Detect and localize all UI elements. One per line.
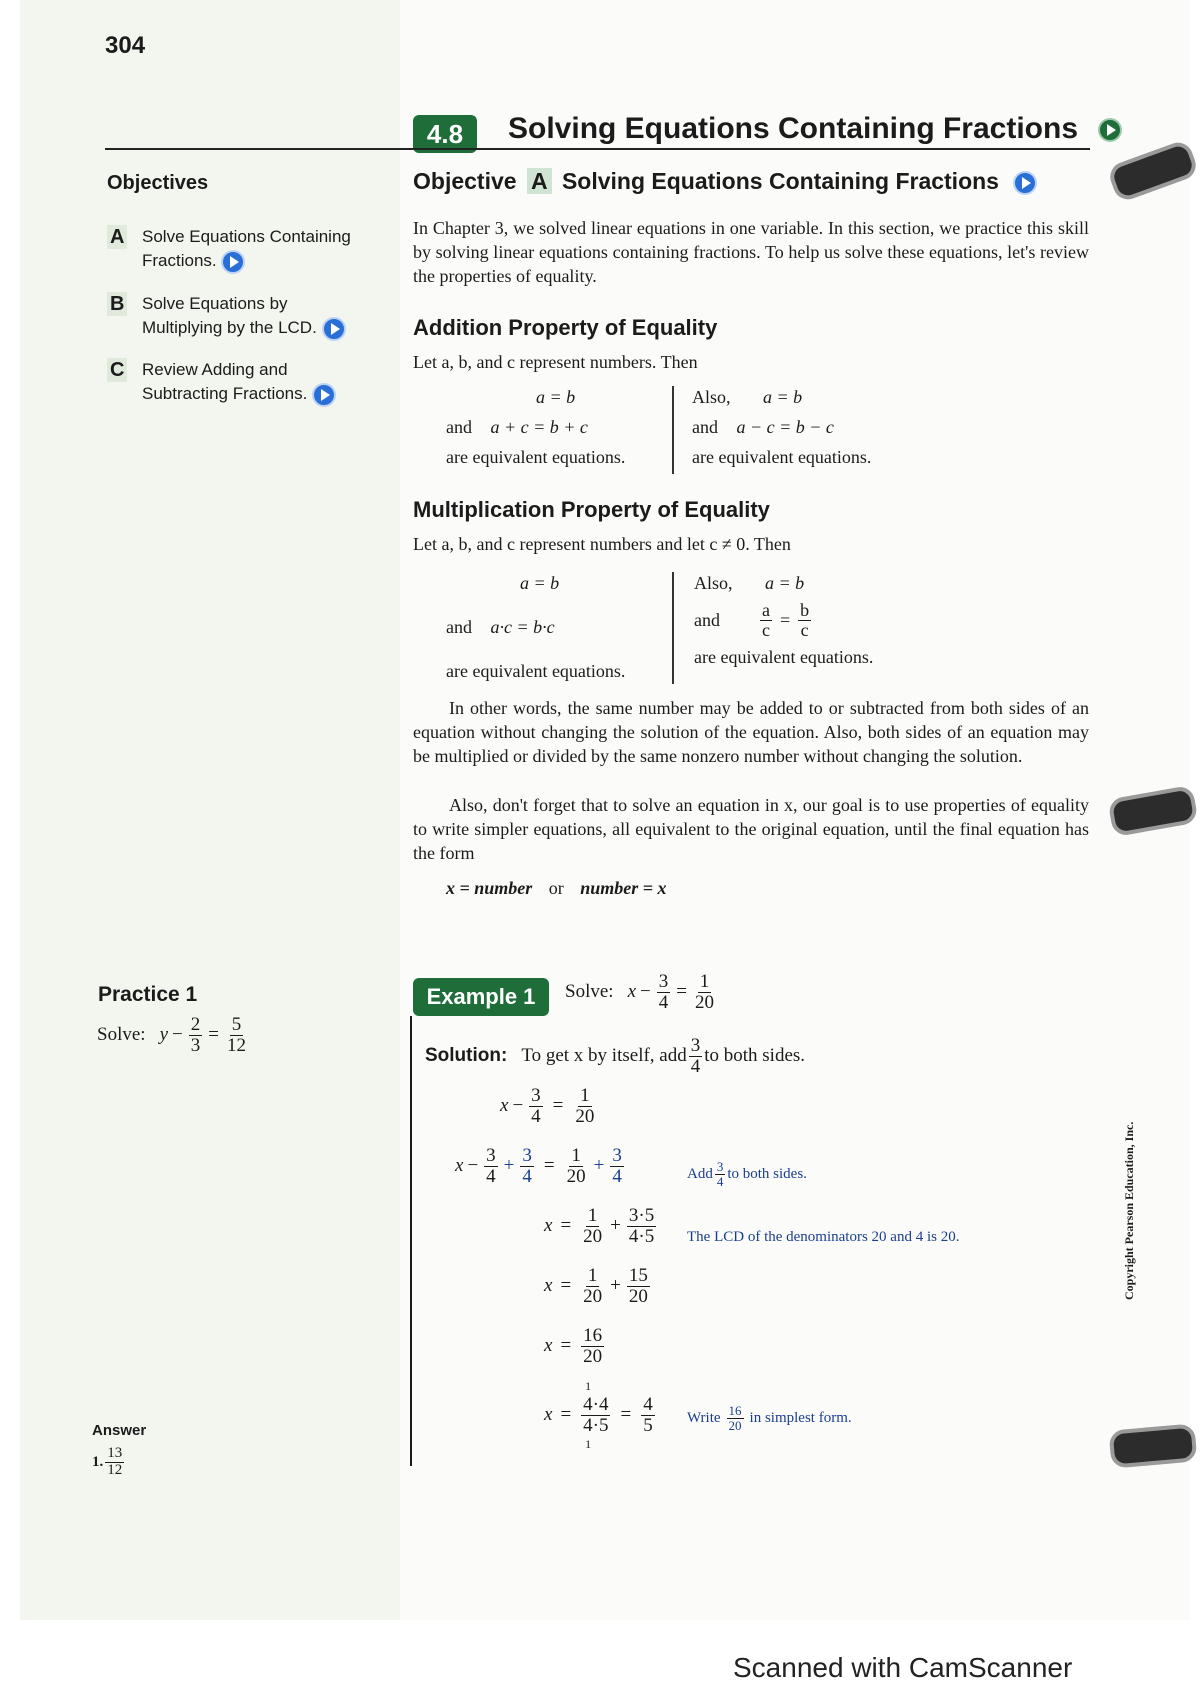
fraction [627,1266,650,1307]
solution-step-4: x = $\frac{1}{20}$ + $\frac{15}{20}$ [544,1265,648,1307]
fraction [189,1015,203,1056]
video-play-icon[interactable] [221,250,245,274]
practice-problem: Solve: y − $\frac{2}{3}$ = $\frac{5}{12}$ [97,1014,246,1056]
fraction [573,1086,596,1127]
multiplication-let-text: Let a, b, and c represent numbers and let c ≠ 0. Then [413,534,791,554]
fraction [610,1146,624,1187]
fraction [657,972,671,1013]
numerator: 15 [628,1265,648,1286]
numerator: 1 [587,1205,598,1226]
solution-step-3: x = $\frac{1}{20}$ + $\frac{3\cdot 5}{4\cdot 5}$ [544,1205,655,1247]
paragraph-2: Also, don't forget that to solve an equation in x, our goal is to use properties of equality to write simpler equations, all equivalent to the original equation, until the final equation has the form [413,795,1089,863]
objective-letter: A [107,225,127,249]
numerator: 3 [716,1159,724,1174]
numerator: a [762,599,770,620]
variable: x [627,981,636,1003]
denominator: 4 [531,1105,541,1127]
numerator: 3 [531,1085,541,1106]
note-text: Add [687,1165,713,1182]
denominator: 12 [107,1461,123,1478]
fraction [715,1160,726,1188]
eq-line: a = b [520,573,560,593]
fraction [520,1146,534,1187]
objective-item-b[interactable] [107,292,367,341]
objectives-heading: Objectives [107,172,209,194]
numerator: 1 [580,1085,590,1106]
numerator: 1 [571,1145,581,1166]
numerator: 13 [107,1445,123,1461]
denominator: 4 [612,1165,622,1187]
cancel-mark: 1 [585,1436,592,1451]
fraction [565,1146,588,1187]
addition-right-block [692,382,942,472]
scanner-watermark: Scanned with CamScanner [733,1652,1073,1683]
denominator: 20 [583,1225,603,1247]
denominator: c [800,619,809,640]
numerator: 3 [522,1145,532,1166]
fraction [581,1326,604,1367]
numerator: 16 [728,1403,742,1418]
solution-step-6: x = 1 $\frac{4\cdot 4}{4\cdot 5}$ 1 = $\frac{4}{5}$ [544,1379,653,1451]
fraction [581,1395,610,1436]
solution-step-1: x − $\frac{3}{4}$ = $\frac{1}{20}$ [500,1085,595,1127]
solution-text: To get x by itself, add [521,1045,687,1067]
cancel-mark: 1 [585,1379,592,1393]
note-text: in simplest form. [749,1409,852,1426]
or-word: or [548,878,564,898]
solution-label: Solution: [425,1045,508,1067]
numerator: 3 [690,1035,701,1056]
variable: x [500,1095,509,1117]
variable: x [544,1275,553,1297]
objective-letter: C [107,358,127,382]
column-divider [672,386,674,474]
numerator: 16 [583,1325,603,1346]
video-play-icon[interactable] [312,383,336,407]
fraction [105,1446,124,1479]
equiv-text: are equivalent equations. [694,647,874,667]
answer-number: 1. [92,1453,104,1470]
addition-left-block [446,382,661,472]
example-badge: Example 1 [413,978,549,1016]
video-play-icon[interactable] [1013,171,1037,195]
variable: x [544,1335,553,1357]
note-add [687,1160,807,1188]
example-problem: Solve: x − $\frac{3}{4}$ = $\frac{1}{20}$ [565,971,714,1013]
objective-text: Solve Equations by Multiplying by the LCD. [142,294,317,337]
equiv-text: are equivalent equations. [446,661,626,681]
objective-text: Solve Equations Containing Fractions. [142,227,351,270]
equiv-text: are equivalent equations. [446,447,626,467]
numerator: b [800,599,810,620]
video-play-icon[interactable] [322,317,346,341]
answer-item [92,1446,126,1479]
objective-prefix: Objective [413,168,517,194]
denominator: 4 [716,1173,724,1189]
numerator: 3·5 [628,1205,655,1226]
denominator: 20 [566,1165,586,1187]
numerator: 4·4 [583,1394,609,1415]
objective-title: Solving Equations Containing Fractions [561,168,999,194]
note-lcd: The LCD of the denominators 20 and 4 is 20. [687,1229,960,1245]
final-form-left: x = number [446,878,533,898]
solution-step-2: x − $\frac{3}{4}$ + $\frac{3}{4}$ = $\frac{1}{20}$ + $\frac{3}{4}$ [455,1145,622,1187]
column-divider [672,572,674,684]
objective-letter: B [107,292,127,316]
variable: y [159,1024,168,1046]
variable: x [455,1155,464,1177]
solution-line [425,1036,805,1077]
fraction [641,1395,655,1436]
and-word: and [446,617,472,637]
denominator: 4·5 [583,1414,609,1436]
also-word: Also, [692,387,731,407]
intro-paragraph: In Chapter 3, we solved linear equations in one variable. In this section, we practice this skill by solving linear equations containing fractions. To help us solve these equations, let's review the properties of equality. [413,218,1089,286]
numerator: 1 [699,971,710,992]
paragraph-1: In other words, the same number may be added to or subtracted from both sides of an equation without changing the solution of the equation. Also, both sides of an equation may be multiplied or divided by the same nonzero number without changing the solution. [413,698,1089,766]
denominator: 5 [643,1414,653,1436]
numerator: 4 [643,1394,653,1415]
section-title [508,112,1122,146]
solution-step-5: x = $\frac{16}{20}$ [544,1325,603,1367]
objective-item-c[interactable] [107,358,367,407]
practice-heading: Practice 1 [98,983,198,1006]
answer-heading: Answer [92,1422,147,1439]
fraction [798,601,811,640]
objective-a-heading [413,168,1037,195]
fraction [689,1036,703,1077]
binder-ring [1109,1423,1198,1468]
multiplication-right-block: Also, a = b and $\frac{a}{c}$ = $\frac{b}{c}$ are equivalent equations. [694,568,944,672]
solve-label: Solve: [97,1024,146,1046]
multiplication-property-title: Multiplication Property of Equality [413,497,770,522]
eq-line: a = b [763,387,803,407]
denominator: 4 [690,1055,701,1077]
also-word: Also, [694,573,733,593]
fraction [581,1206,604,1247]
fraction [693,972,716,1013]
denominator: 20 [728,1417,742,1433]
numerator: 3 [486,1145,496,1166]
denominator: 3 [190,1034,201,1056]
section-badge: 4.8 [413,115,477,153]
equiv-text: are equivalent equations. [692,447,872,467]
fraction [581,1266,604,1307]
section-title-text: Solving Equations Containing Fractions [508,112,1079,145]
fraction [529,1086,543,1127]
denominator: 4·5 [628,1225,655,1247]
fraction [727,1404,744,1432]
denominator: 20 [694,991,714,1013]
denominator: 12 [226,1034,246,1056]
copyright-notice: Copyright Pearson Education, Inc. [1122,1121,1136,1300]
denominator: 4 [486,1165,496,1187]
numerator: 1 [587,1265,598,1286]
eq-line: a + c = b + c [490,417,588,437]
denominator: 20 [583,1345,603,1367]
example-rule [410,1016,412,1466]
denominator: 20 [583,1285,603,1307]
solution-text: to both sides. [704,1045,806,1067]
fraction [760,601,772,640]
numerator: 3 [658,971,669,992]
eq-line: a·c = b·c [490,617,555,637]
denominator: 4 [658,991,669,1013]
objective-item-a[interactable] [107,225,367,274]
numerator: 2 [190,1014,201,1035]
fraction [484,1146,498,1187]
denominator: 20 [575,1105,595,1127]
section-rule [105,148,1090,150]
denominator: 4 [522,1165,532,1187]
variable: x [544,1404,553,1426]
note-write [687,1404,852,1432]
page-number: 304 [105,32,146,59]
and-word: and [694,610,720,630]
and-word: and [446,417,472,437]
final-form-right: number = x [580,878,667,898]
eq-line: a − c = b − c [736,417,834,437]
final-form [446,878,667,899]
multiplication-left-block [446,568,661,686]
numerator: 3 [612,1145,622,1166]
addition-property-title: Addition Property of Equality [413,315,718,340]
eq-line: a = b [765,573,805,593]
fraction [627,1206,656,1247]
video-play-icon[interactable] [1098,118,1122,142]
eq-line: a = b [536,387,576,407]
numerator: 5 [231,1014,242,1035]
variable: x [544,1215,553,1237]
fraction [225,1015,248,1056]
addition-let-text: Let a, b, and c represent numbers. Then [413,352,698,372]
note-text: to both sides. [727,1165,807,1182]
denominator: c [762,619,770,640]
note-text: Write [687,1409,721,1426]
and-word: and [692,417,718,437]
denominator: 20 [628,1285,648,1307]
objective-letter: A [527,168,552,194]
solve-label: Solve: [565,981,614,1003]
objective-text: Review Adding and Subtracting Fractions. [142,360,308,403]
